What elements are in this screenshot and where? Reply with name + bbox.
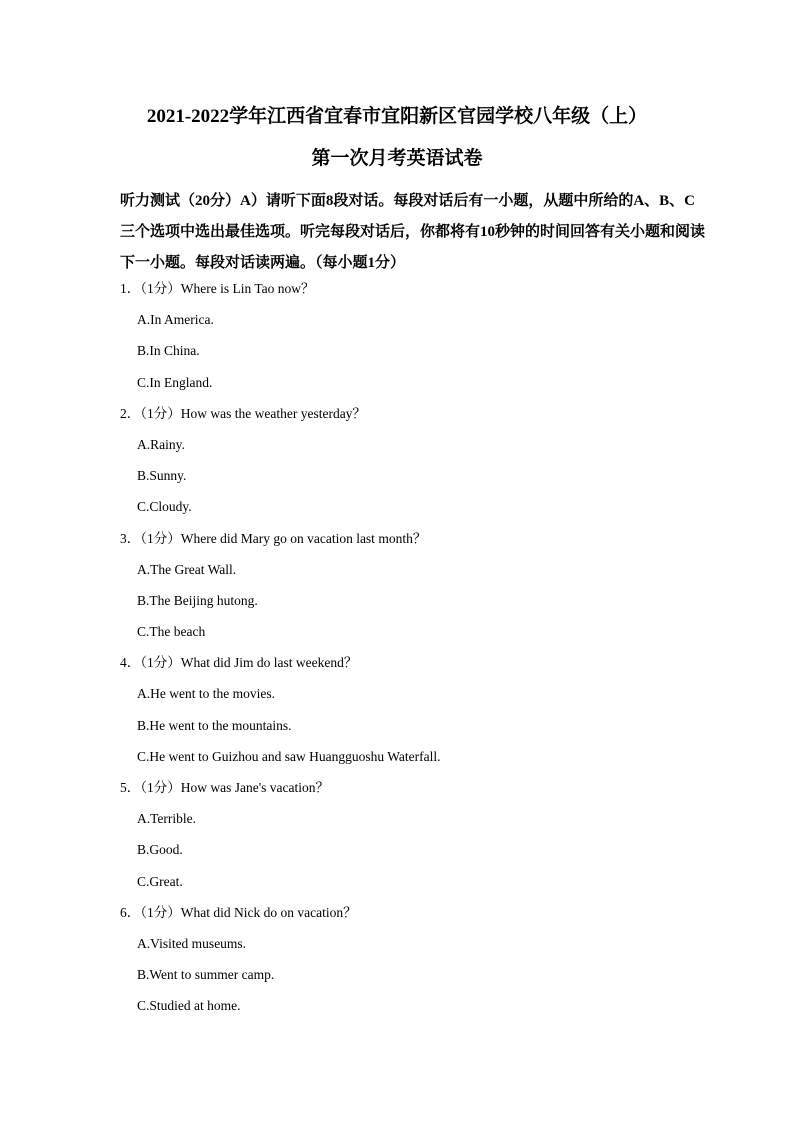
option-c: C.Studied at home. bbox=[137, 998, 241, 1014]
question-5 bbox=[120, 778, 680, 903]
exam-title-line2: 第一次月考英语试卷 bbox=[311, 148, 483, 169]
option-b: B.He went to the mountains. bbox=[137, 717, 292, 733]
question-4 bbox=[120, 653, 680, 778]
question-2 bbox=[120, 404, 680, 529]
option-c: C.The beach bbox=[137, 624, 206, 640]
question-text: 6．（1分）What did Nick do on vacation？ bbox=[120, 904, 357, 920]
listening-instructions bbox=[120, 186, 706, 279]
option-a: A.In America. bbox=[137, 312, 214, 328]
question-1 bbox=[120, 279, 680, 404]
option-b: B.Went to summer camp. bbox=[137, 967, 275, 983]
option-c: C.Great. bbox=[137, 873, 183, 889]
question-text: 2．（1分）How was the weather yesterday？ bbox=[120, 405, 366, 421]
question-text: 5．（1分）How was Jane's vacation？ bbox=[120, 780, 330, 795]
option-a: A.The Great Wall. bbox=[137, 561, 237, 577]
instructions-line: 三个选项中选出最佳选项。听完每段对话后，你都将有10秒钟的时间回答有关小题和阅读 bbox=[120, 224, 706, 240]
option-a: A.Terrible. bbox=[137, 811, 197, 827]
option-b: B.In China. bbox=[137, 343, 200, 359]
option-b: B.Good. bbox=[137, 842, 183, 858]
question-text: 3．（1分）Where did Mary go on vacation last month？ bbox=[120, 530, 427, 546]
option-a: A.Visited museums. bbox=[137, 935, 247, 951]
option-b: B.Sunny. bbox=[137, 468, 187, 484]
question-6 bbox=[120, 903, 680, 1028]
option-c: C.Cloudy. bbox=[137, 499, 192, 515]
option-b: B.The Beijing hutong. bbox=[137, 592, 258, 608]
option-c: C.He went to Guizhou and saw Huangguoshu Waterfall. bbox=[137, 748, 441, 764]
question-3 bbox=[120, 529, 680, 654]
question-text: 4．（1分）What did Jim do last weekend？ bbox=[120, 655, 358, 671]
option-a: A.Rainy. bbox=[137, 436, 185, 452]
instructions-line: 听力测试（20分）A）请听下面8段对话。每段对话后有一小题，从题中所给的A、B、C bbox=[120, 193, 696, 209]
option-c: C.In England. bbox=[137, 374, 213, 390]
exam-title-line1: 2021-2022学年江西省宜春市宜阳新区官园学校八年级（上） bbox=[146, 106, 648, 127]
instructions-line: 下一小题。每段对话读两遍。（每小题1分） bbox=[120, 255, 406, 271]
question-list bbox=[120, 279, 680, 1028]
question-text: 1．（1分）Where is Lin Tao now？ bbox=[120, 281, 315, 296]
option-a: A.He went to the movies. bbox=[137, 686, 275, 702]
